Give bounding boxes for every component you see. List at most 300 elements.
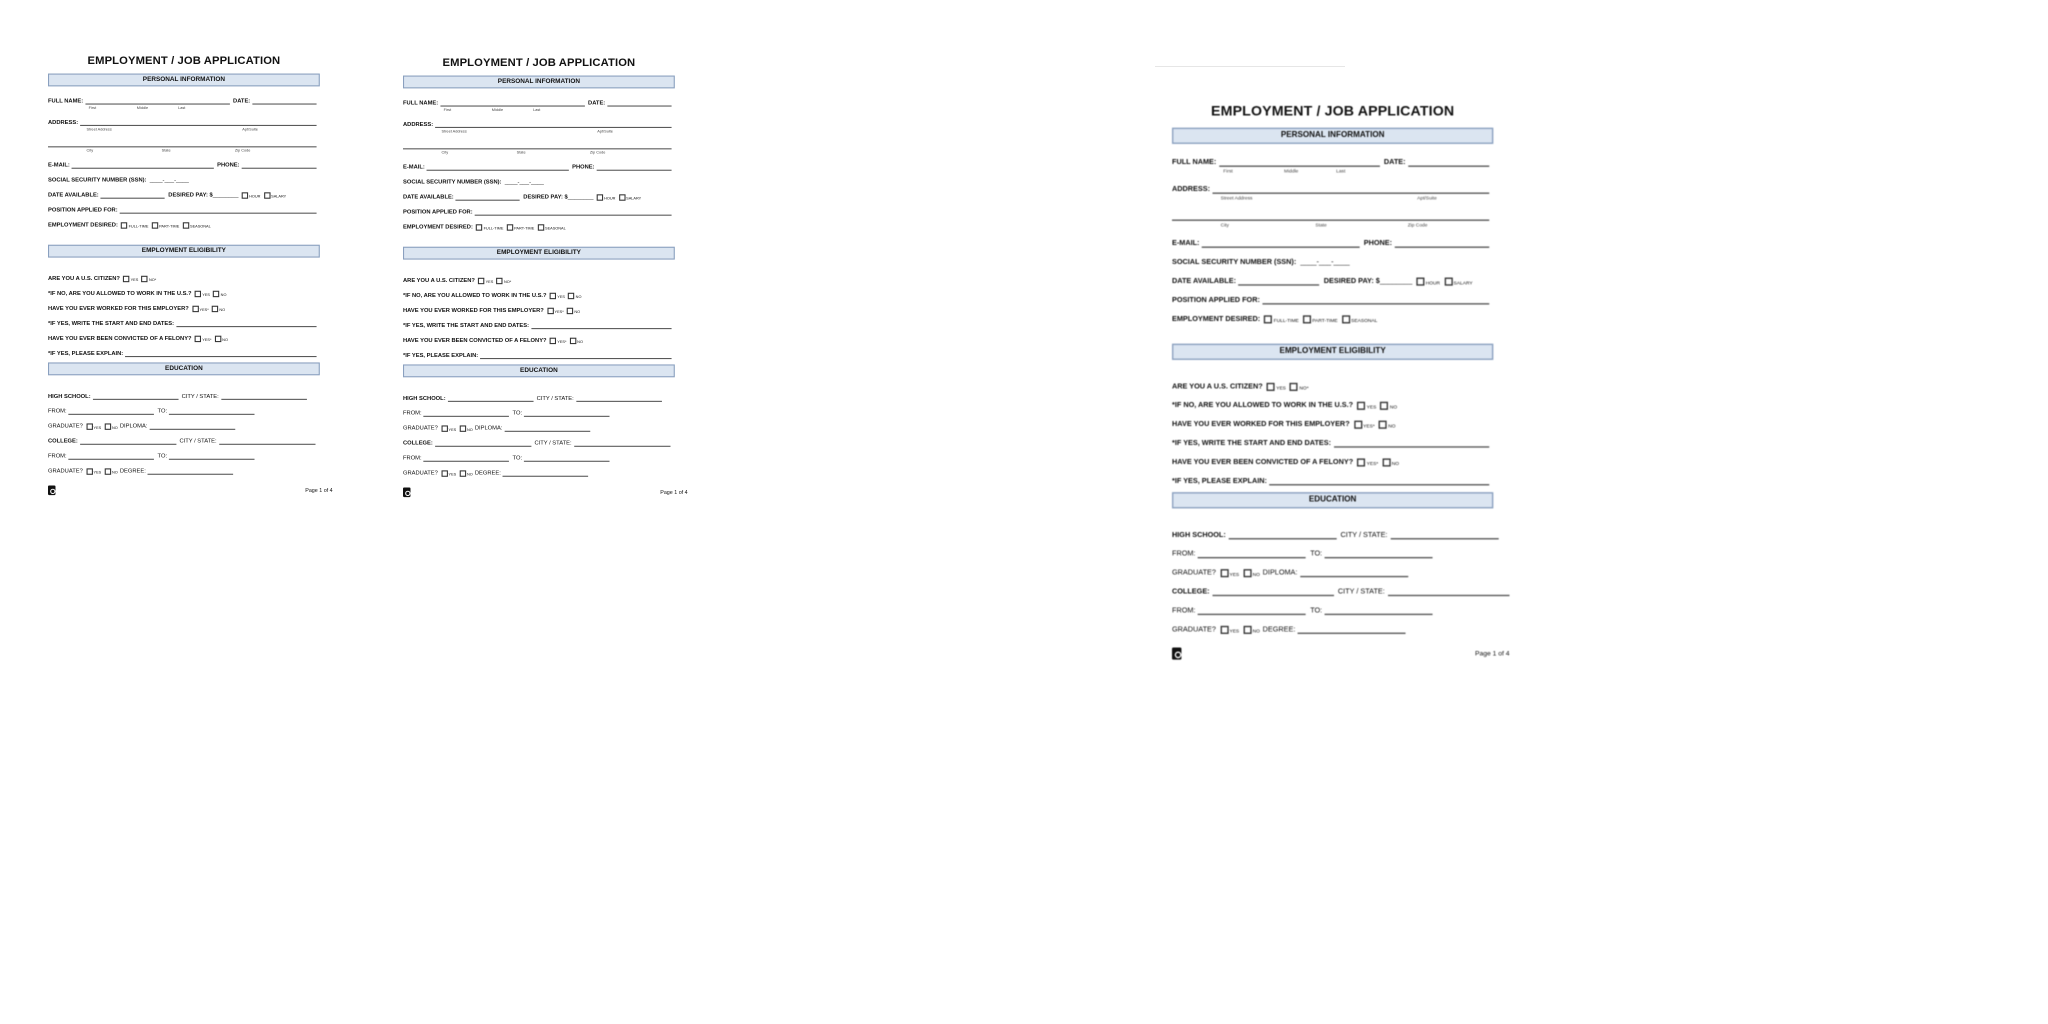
allowed-row [48,288,320,298]
college-label: COLLEGE: [1172,588,1210,597]
college-city-state-field[interactable] [1387,587,1509,596]
email-field[interactable] [427,163,569,170]
worked-row [48,303,320,313]
college-to-field[interactable] [169,452,255,459]
hour-checkbox[interactable] [597,194,603,200]
hs-from-to-row [403,407,675,417]
part-time-checkbox[interactable] [152,222,158,228]
salary-label: SALARY [271,194,287,199]
college-to-field[interactable] [524,454,610,461]
worked-label: HAVE YOU EVER WORKED FOR THIS EMPLOYER? [403,307,544,315]
worked-yes-label: YES* [1363,423,1375,429]
seasonal-label: SEASONAL [545,226,566,231]
college-graduate-no-checkbox[interactable] [1243,626,1251,634]
worked-yes-checkbox[interactable] [547,308,553,314]
college-graduate-row [48,465,320,475]
seasonal-label: SEASONAL [190,224,211,229]
hs-from-to-row [48,405,320,415]
degree-field[interactable] [148,467,234,474]
position-field[interactable] [475,208,672,215]
page-number: Page 1 of 4 [1474,649,1510,658]
availability-row [48,189,320,199]
felony-label: HAVE YOU EVER BEEN CONVICTED OF A FELONY? [403,337,547,345]
address-row [48,116,320,126]
address-label: ADDRESS: [1172,185,1211,194]
citizen-no-label: NO* [1299,385,1309,391]
explain-row [48,347,320,357]
full-time-label: FULL-TIME [483,226,504,231]
position-field[interactable] [1263,295,1490,304]
availability-row [1172,274,1493,286]
worked-yes-label: YES* [199,307,209,313]
salary-checkbox[interactable] [619,194,625,200]
salary-checkbox[interactable] [264,192,270,198]
phone-label: PHONE: [1363,239,1393,248]
address-row-2 [1172,209,1493,221]
allowed-yes-label: YES [1366,404,1377,410]
college-from-label: FROM: [1172,606,1196,616]
dates-row [48,318,320,328]
college-from-label: FROM: [48,453,67,460]
page-number: Page 1 of 4 [660,489,688,496]
worked-yes-checkbox[interactable] [1354,421,1362,429]
email-field[interactable] [1202,238,1359,247]
hour-label: HOUR [249,194,261,199]
email-label: E-MAIL: [403,164,425,171]
college-field[interactable] [80,437,176,444]
position-row [48,204,320,214]
hs-to-field[interactable] [1325,549,1433,558]
date-available-label: DATE AVAILABLE: [48,192,99,199]
hs-to-field[interactable] [169,407,255,414]
dates-field[interactable] [1334,438,1490,447]
city-state-zip-field[interactable] [403,142,672,149]
high-school-field[interactable] [93,392,179,399]
full-name-label: FULL NAME: [48,98,84,105]
employment-desired-row [1172,311,1493,323]
high-school-label: HIGH SCHOOL: [403,395,446,402]
college-to-label: TO: [157,453,168,460]
address-label: ADDRESS: [48,119,79,126]
hs-graduate-yes-checkbox[interactable] [86,423,92,429]
position-row [1172,292,1493,304]
first-caption: First [88,105,97,110]
page-footer [403,487,688,497]
hs-city-state-field[interactable] [221,392,307,399]
full-time-label: FULL-TIME [128,224,149,229]
date-available-field[interactable] [1239,276,1320,285]
desired-pay-label: DESIRED PAY: $ [523,194,568,201]
date-available-label: DATE AVAILABLE: [1172,277,1237,286]
date-label: DATE: [1383,158,1406,167]
allowed-yes-checkbox[interactable] [550,293,556,299]
diploma-field[interactable] [1300,568,1408,577]
college-to-field[interactable] [1325,606,1433,615]
hs-graduate-no-checkbox[interactable] [459,425,465,431]
middle-caption: Middle [491,107,504,112]
salary-checkbox[interactable] [1444,278,1452,286]
phone-label: PHONE: [217,162,240,169]
hs-to-label: TO: [157,408,168,415]
felony-yes-label: YES* [557,339,567,345]
allowed-no-checkbox[interactable] [568,293,574,299]
citizen-yes-checkbox[interactable] [478,278,484,284]
allowed-no-checkbox[interactable] [1380,402,1388,410]
high-school-field[interactable] [1228,530,1336,539]
street-address-field[interactable] [1213,184,1490,193]
part-time-label: PART-TIME [1312,318,1338,324]
hs-from-label: FROM: [48,408,67,415]
allowed-yes-label: YES [202,292,210,298]
diploma-label: DIPLOMA: [119,423,148,430]
worked-yes-label: YES* [554,309,564,315]
zip-caption: Zip Code [234,148,251,153]
ssn-label: SOCIAL SECURITY NUMBER (SSN): [1172,258,1297,267]
college-city-state-field[interactable] [574,439,670,446]
allowed-label: *IF NO, ARE YOU ALLOWED TO WORK IN THE U.S.? [1172,401,1354,410]
seasonal-checkbox[interactable] [183,222,189,228]
hs-graduate-no-label: NO [111,425,118,430]
name-subtitles [48,106,320,111]
ssn-field[interactable]: ____-___-____ [149,177,189,184]
seasonal-checkbox[interactable] [538,224,544,230]
availability-row [403,191,675,201]
form-page-thumbnail-1[interactable] [48,50,333,606]
hs-graduate-no-checkbox[interactable] [104,423,110,429]
college-from-field[interactable] [424,454,510,461]
citizen-yes-checkbox[interactable] [123,276,129,282]
hs-to-label: TO: [512,410,523,417]
part-time-checkbox[interactable] [1303,315,1311,323]
position-label: POSITION APPLIED FOR: [48,207,118,214]
name-subtitles [1172,168,1493,175]
hs-graduate-no-checkbox[interactable] [1243,569,1251,577]
citizen-no-checkbox[interactable] [142,276,148,282]
felony-no-checkbox[interactable] [1382,458,1390,466]
ssn-row [403,176,675,186]
diploma-field[interactable] [505,424,591,431]
college-from-to-row [403,452,675,462]
state-caption: State [1315,222,1327,228]
seasonal-checkbox[interactable] [1342,315,1350,323]
dates-label: *IF YES, WRITE THE START AND END DATES: [1172,439,1332,448]
worked-no-label: NO [574,309,581,315]
college-graduate-label: GRADUATE? [48,468,83,475]
address-subtitles-1 [403,129,675,134]
college-graduate-row [403,467,675,477]
date-available-field[interactable] [456,193,520,200]
high-school-field[interactable] [448,394,534,401]
address-subtitles-2 [403,150,675,155]
worked-label: HAVE YOU EVER WORKED FOR THIS EMPLOYER? [1172,420,1350,429]
date-label: DATE: [233,98,251,105]
full-time-checkbox[interactable] [1264,315,1272,323]
citizen-yes-label: YES [1276,385,1286,391]
section-header-education: EDUCATION [48,362,320,375]
form-page-thumbnail-2[interactable] [403,52,688,608]
hs-city-state-label: CITY / STATE: [1340,531,1388,540]
explain-field[interactable] [1270,476,1490,485]
allowed-yes-checkbox[interactable] [1357,402,1365,410]
hs-graduate-row [1172,565,1493,577]
high-school-label: HIGH SCHOOL: [1172,531,1226,540]
allowed-yes-label: YES [557,294,565,300]
degree-label: DEGREE: [1262,625,1296,634]
hs-city-state-field[interactable] [1390,530,1498,539]
apt-caption: Apt/Suite [1417,195,1437,201]
city-caption: City [86,148,94,153]
college-graduate-row [1172,622,1493,634]
document-title: EMPLOYMENT / JOB APPLICATION [87,54,281,68]
citizen-no-checkbox[interactable] [1290,383,1298,391]
felony-yes-checkbox[interactable] [195,336,201,342]
address-row-2 [48,138,320,148]
zip-caption: Zip Code [1407,222,1428,228]
degree-label: DEGREE: [474,470,501,477]
worked-no-label: NO [1388,423,1396,429]
section-header-personal: PERSONAL INFORMATION [1172,128,1493,144]
form-page-preview[interactable] [1172,98,1510,800]
full-time-checkbox[interactable] [121,222,127,228]
hs-to-field[interactable] [524,409,610,416]
hs-from-label: FROM: [403,410,422,417]
felony-yes-checkbox[interactable] [1357,458,1365,466]
full-name-field[interactable] [1219,157,1380,166]
date-field[interactable] [252,97,316,104]
document-title: EMPLOYMENT / JOB APPLICATION [442,56,636,70]
state-caption: State [516,150,526,155]
hs-city-state-label: CITY / STATE: [536,395,574,402]
college-graduate-no-label: NO [466,472,473,477]
felony-no-checkbox[interactable] [570,338,576,344]
date-field[interactable] [607,99,671,106]
divider-line [1155,66,1345,67]
degree-field[interactable] [503,469,589,476]
college-graduate-label: GRADUATE? [1172,625,1216,634]
employment-desired-row [403,221,675,231]
hs-graduate-yes-checkbox[interactable] [1220,569,1228,577]
apt-caption: Apt/Suite [242,127,258,132]
citizen-yes-checkbox[interactable] [1267,383,1275,391]
diploma-label: DIPLOMA: [1262,569,1298,578]
college-graduate-yes-checkbox[interactable] [441,470,447,476]
allowed-row [1172,398,1493,410]
salary-label: SALARY [1453,280,1473,286]
date-available-field[interactable] [101,191,165,198]
worked-no-checkbox[interactable] [212,306,218,312]
worked-no-checkbox[interactable] [567,308,573,314]
felony-no-label: NO [222,337,228,343]
worked-yes-checkbox[interactable] [192,306,198,312]
college-graduate-no-label: NO [1252,628,1260,634]
college-from-field[interactable] [69,452,155,459]
last-caption: Last [1336,168,1346,174]
felony-yes-label: YES* [202,337,212,343]
college-row [48,435,320,445]
diploma-label: DIPLOMA: [474,425,503,432]
dates-row [403,320,675,330]
hour-checkbox[interactable] [242,192,248,198]
ssn-field[interactable]: ____-___-____ [1300,258,1350,267]
full-time-checkbox[interactable] [476,224,482,230]
dates-label: *IF YES, WRITE THE START AND END DATES: [403,322,530,330]
felony-row [48,332,320,342]
explain-label: *IF YES, PLEASE EXPLAIN: [403,352,479,360]
part-time-checkbox[interactable] [507,224,513,230]
hs-graduate-yes-checkbox[interactable] [441,425,447,431]
felony-row [403,334,675,344]
worked-row [403,305,675,315]
last-caption: Last [178,105,186,110]
college-field[interactable] [435,439,531,446]
ssn-field[interactable]: ____-___-____ [504,179,544,186]
college-label: COLLEGE: [48,438,78,445]
felony-label: HAVE YOU EVER BEEN CONVICTED OF A FELONY? [1172,458,1354,467]
full-name-row [403,97,675,107]
high-school-row [403,392,675,402]
dates-field[interactable] [531,322,671,329]
allowed-no-label: NO [575,294,582,300]
dates-row [1172,436,1493,448]
city-state-zip-field[interactable] [1172,211,1489,220]
employment-desired-label: EMPLOYMENT DESIRED: [1172,315,1261,324]
phone-field[interactable] [597,163,672,170]
citizen-no-checkbox[interactable] [497,278,503,284]
desired-pay-label: DESIRED PAY: $ [168,192,213,199]
felony-no-label: NO [577,339,583,345]
position-field[interactable] [120,206,317,213]
part-time-label: PART-TIME [159,224,180,229]
desired-pay-label: DESIRED PAY: $ [1323,277,1380,286]
college-label: COLLEGE: [403,440,433,447]
page-footer [48,485,333,495]
allowed-label: *IF NO, ARE YOU ALLOWED TO WORK IN THE U.S.? [48,290,192,298]
hs-from-field[interactable] [69,407,155,414]
hs-graduate-yes-label: YES [448,427,457,432]
college-graduate-no-label: NO [111,470,118,475]
explain-row [403,349,675,359]
college-graduate-label: GRADUATE? [403,470,438,477]
college-from-field[interactable] [1198,606,1306,615]
citizen-label: ARE YOU A U.S. CITIZEN? [403,277,475,285]
employment-desired-label: EMPLOYMENT DESIRED: [403,224,473,231]
apt-caption: Apt/Suite [597,129,613,134]
email-label: E-MAIL: [48,162,70,169]
desired-pay-field[interactable]: ________ [212,192,239,199]
date-field[interactable] [1408,157,1489,166]
college-to-label: TO: [512,455,523,462]
hs-from-label: FROM: [1172,550,1196,559]
dates-field[interactable] [176,320,316,327]
hs-graduate-label: GRADUATE? [1172,569,1216,578]
section-header-personal: PERSONAL INFORMATION [403,76,675,89]
address-row [1172,182,1493,194]
explain-label: *IF YES, PLEASE EXPLAIN: [1172,477,1267,486]
college-field[interactable] [1212,587,1334,596]
desired-pay-field[interactable]: ________ [567,194,594,201]
explain-field[interactable] [125,350,316,357]
desired-pay-field[interactable]: ________ [1379,277,1413,286]
hs-graduate-row [48,420,320,430]
full-name-field[interactable] [440,99,585,106]
full-time-label: FULL-TIME [1273,318,1299,324]
high-school-label: HIGH SCHOOL: [48,393,91,400]
hs-city-state-field[interactable] [576,394,662,401]
street-caption: Street Address [86,127,112,132]
explain-field[interactable] [480,352,671,359]
hour-checkbox[interactable] [1416,278,1424,286]
college-to-label: TO: [1310,606,1323,616]
felony-no-checkbox[interactable] [215,336,221,342]
college-graduate-yes-checkbox[interactable] [86,468,92,474]
hs-graduate-no-label: NO [1252,571,1260,578]
email-phone-row [1172,236,1493,248]
degree-label: DEGREE: [119,468,146,475]
document-logo-icon [1172,647,1181,659]
document-title: EMPLOYMENT / JOB APPLICATION [1211,103,1455,120]
full-name-label: FULL NAME: [1172,158,1217,167]
street-address-field[interactable] [435,120,671,127]
city-state-zip-field[interactable] [48,140,317,147]
college-graduate-no-checkbox[interactable] [104,468,110,474]
allowed-label: *IF NO, ARE YOU ALLOWED TO WORK IN THE U.S.? [403,292,547,300]
full-name-field[interactable] [85,97,230,104]
college-city-state-field[interactable] [219,437,315,444]
street-caption: Street Address [1220,195,1253,201]
citizen-row [1172,379,1493,391]
hs-from-to-row [1172,546,1493,558]
college-graduate-no-checkbox[interactable] [459,470,465,476]
allowed-no-checkbox[interactable] [213,291,219,297]
worked-no-label: NO [219,307,226,313]
worked-no-checkbox[interactable] [1379,421,1387,429]
middle-caption: Middle [136,105,149,110]
hs-from-field[interactable] [1198,549,1306,558]
degree-field[interactable] [1298,625,1406,634]
hs-graduate-yes-label: YES [93,425,102,430]
allowed-no-label: NO [220,292,227,298]
felony-yes-checkbox[interactable] [550,338,556,344]
section-header-education: EDUCATION [1172,492,1493,508]
college-graduate-yes-checkbox[interactable] [1220,626,1228,634]
citizen-yes-label: YES [130,277,139,283]
allowed-yes-checkbox[interactable] [195,291,201,297]
email-phone-row [48,159,320,169]
part-time-label: PART-TIME [514,226,535,231]
college-row [403,437,675,447]
diploma-field[interactable] [150,422,236,429]
college-graduate-yes-label: YES [1229,628,1240,634]
hs-graduate-label: GRADUATE? [48,423,83,430]
middle-caption: Middle [1284,168,1299,174]
phone-field[interactable] [242,161,317,168]
name-subtitles [403,108,675,113]
hs-from-field[interactable] [424,409,510,416]
email-label: E-MAIL: [1172,239,1200,248]
hs-to-label: TO: [1310,550,1323,559]
felony-label: HAVE YOU EVER BEEN CONVICTED OF A FELONY? [48,335,192,343]
street-address-field[interactable] [80,118,316,125]
college-from-to-row [1172,603,1493,615]
document-logo-icon [403,487,410,497]
email-field[interactable] [72,161,214,168]
hs-graduate-no-label: NO [466,427,473,432]
phone-field[interactable] [1395,238,1490,247]
hs-graduate-row [403,422,675,432]
full-name-row [48,95,320,105]
felony-row [1172,454,1493,466]
seasonal-label: SEASONAL [1351,318,1378,324]
